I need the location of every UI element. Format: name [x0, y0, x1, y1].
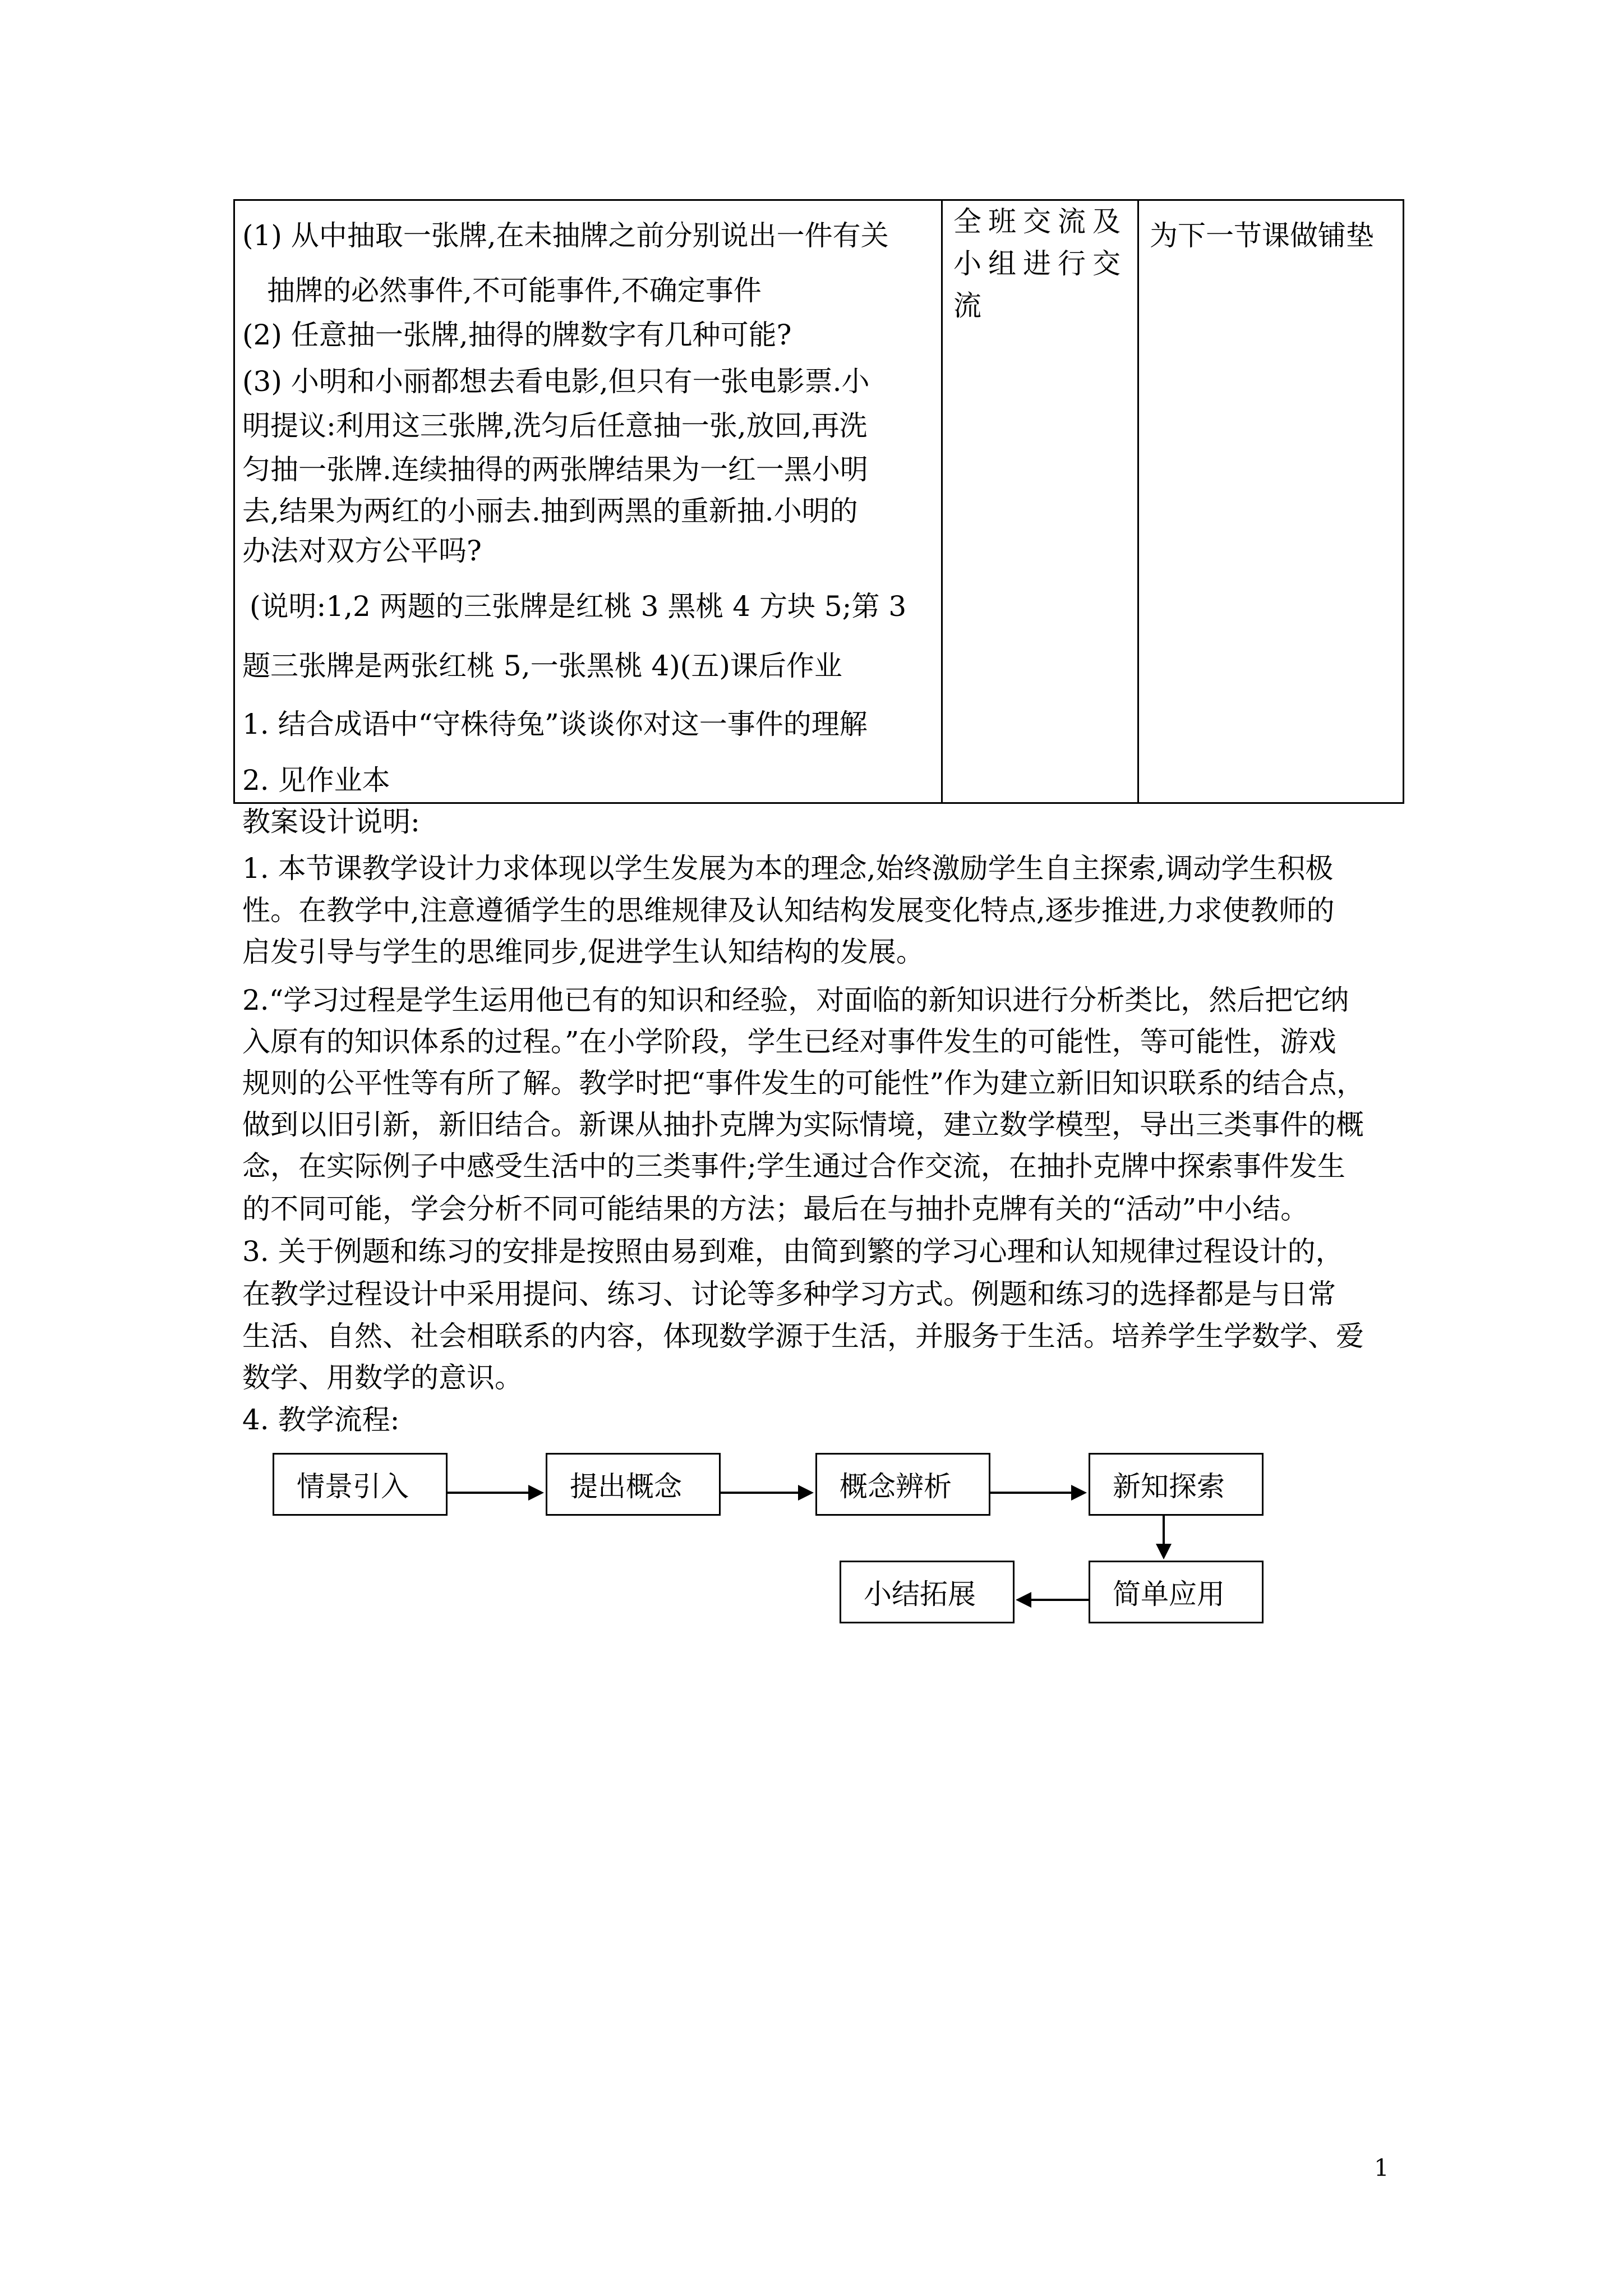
notes-line: 1. 本节课教学设计力求体现以学生发展为本的理念,始终激励学生自主探索,调动学生积极: [242, 852, 1334, 885]
arrow-right-icon: [721, 1492, 811, 1494]
flow-step-summary: 小结拓展: [840, 1561, 1015, 1623]
notes-line: 数学、用数学的意识。: [242, 1361, 523, 1394]
notes-line: 在教学过程设计中采用提问、练习、讨论等多种学习方式。例题和练习的选择都是与日常: [242, 1278, 1336, 1310]
table-text-line: 题三张牌是两张红桃 5,一张黑桃 4)(五)课后作业: [242, 650, 842, 682]
notes-line: 启发引导与学生的思维同步,促进学生认知结构的发展。: [242, 936, 924, 968]
table-text-line: (3) 小明和小丽都想去看电影,但只有一张电影票.小: [242, 365, 870, 398]
arrow-down-icon: [1163, 1516, 1165, 1557]
table-text-line: 明提议:利用这三张牌,洗匀后任意抽一张,放回,再洗: [242, 409, 868, 442]
table-text-line: (2) 任意抽一张牌,抽得的牌数字有几种可能?: [242, 319, 792, 351]
table-text-line: 2. 见作业本: [242, 764, 390, 797]
arrow-right-icon: [990, 1492, 1085, 1494]
table-method-line: 流: [953, 289, 981, 322]
flow-step-exploration: 新知探索: [1089, 1453, 1264, 1516]
notes-line: 的不同可能，学会分析不同可能结果的方法；最后在与抽扑克牌有关的“活动”中小结。: [242, 1193, 1309, 1225]
notes-line: 做到以旧引新，新旧结合。新课从抽扑克牌为实际情境，建立数学模型，导出三类事件的概: [242, 1108, 1364, 1141]
table-text-line: 1. 结合成语中“守株待兔”谈谈你对这一事件的理解: [242, 708, 868, 740]
table-text-line: 办法对双方公平吗?: [242, 535, 482, 567]
table-border-bottom: [233, 802, 1404, 804]
table-border-left: [233, 199, 235, 804]
notes-line: 念，在实际例子中感受生活中的三类事件;学生通过合作交流，在抽扑克牌中探索事件发生: [242, 1150, 1345, 1182]
flow-step-concept: 提出概念: [546, 1453, 721, 1516]
page-number: 1: [1374, 2154, 1389, 2182]
table-border-right: [1403, 199, 1404, 804]
table-text-line: (1) 从中抽取一张牌,在未抽牌之前分别说出一件有关: [242, 219, 889, 252]
table-border-top: [233, 199, 1404, 201]
notes-line: 规则的公平性等有所了解。教学时把“事件发生的可能性”作为建立新旧知识联系的结合点，: [242, 1067, 1365, 1099]
table-text-line: 去,结果为两红的小丽去.抽到两黑的重新抽.小明的: [242, 495, 858, 527]
table-method-line: 小组进行交: [953, 247, 1127, 280]
notes-line: 3. 关于例题和练习的安排是按照由易到难，由简到繁的学习心理和认知规律过程设计的，: [242, 1235, 1344, 1268]
notes-line: 2.“学习过程是学生运用他已有的知识和经验，对面临的新知识进行分析类比，然后把它纳: [242, 984, 1349, 1016]
arrow-left-icon: [1018, 1599, 1089, 1601]
arrow-right-icon: [448, 1492, 542, 1494]
notes-line: 生活、自然、社会相联系的内容，体现数学源于生活，并服务于生活。培养学生学数学、爱: [242, 1320, 1364, 1352]
flow-step-discrimination: 概念辨析: [815, 1453, 990, 1516]
flow-step-scenario: 情景引入: [273, 1453, 448, 1516]
table-purpose-line: 为下一节课做铺垫: [1150, 219, 1374, 252]
table-divider-2: [1137, 199, 1139, 804]
notes-line: 入原有的知识体系的过程。”在小学阶段，学生已经对事件发生的可能性，等可能性，游戏: [242, 1025, 1336, 1058]
table-divider-1: [941, 199, 943, 804]
table-text-line: (说明:1,2 两题的三张牌是红桃 3 黑桃 4 方块 5;第 3: [250, 590, 907, 623]
notes-line: 性。在教学中,注意遵循学生的思维规律及认知结构发展变化特点,逐步推进,力求使教师的: [242, 894, 1335, 927]
table-method-line: 全班交流及: [953, 205, 1127, 238]
notes-heading: 教案设计说明:: [242, 806, 420, 838]
flow-step-application: 简单应用: [1089, 1561, 1264, 1623]
table-text-line: 匀抽一张牌.连续抽得的两张牌结果为一红一黑小明: [242, 453, 868, 486]
notes-line: 4. 教学流程:: [242, 1404, 400, 1436]
table-text-line: 抽牌的必然事件,不可能事件,不确定事件: [267, 274, 762, 307]
